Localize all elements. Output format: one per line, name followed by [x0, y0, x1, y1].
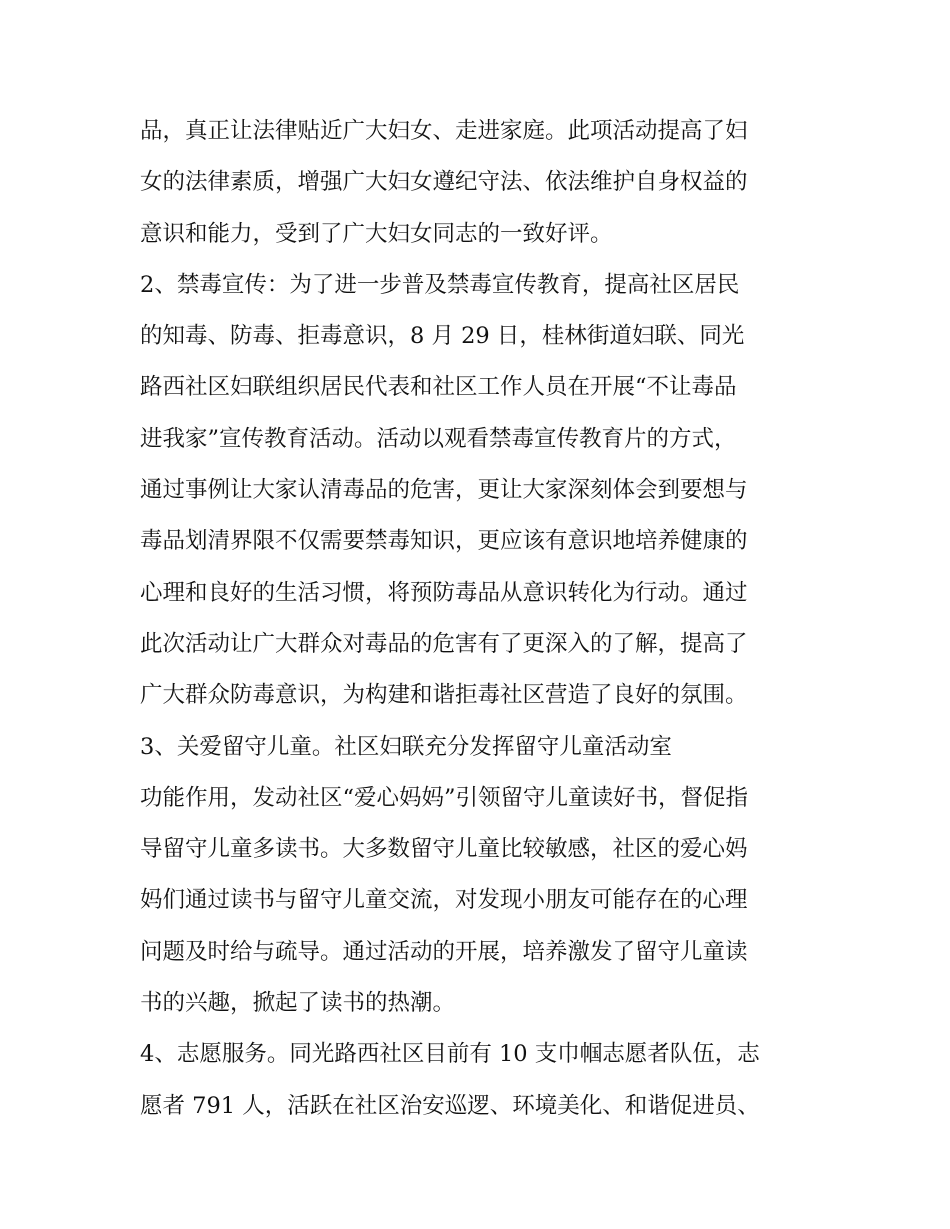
text-line: 书的兴趣，掀起了读书的热潮。 — [140, 990, 456, 1017]
text-line: 毒品划清界限不仅需要禁毒知识，更应该有意识地培养健康的 — [140, 528, 748, 555]
text-line: 的知毒、防毒、拒毒意识，8 月 29 日，桂林街道妇联、同光 — [140, 323, 745, 350]
text-line: 愿者 791 人，活跃在社区治安巡逻、环境美化、和谐促进员、 — [140, 1092, 760, 1119]
text-line: 进我家”宣传教育活动。活动以观看禁毒宣传教育片的方式， — [140, 425, 737, 452]
text-line: 2、禁毒宣传：为了进一步普及禁毒宣传教育，提高社区居民 — [140, 271, 740, 298]
text-line: 意识和能力，受到了广大妇女同志的一致好评。 — [140, 220, 613, 247]
document-body — [140, 106, 820, 1132]
text-line: 导留守儿童多读书。大多数留守儿童比较敏感，社区的爱心妈 — [140, 836, 748, 863]
text-line: 路西社区妇联组织居民代表和社区工作人员在开展“不让毒品 — [140, 374, 737, 401]
text-line: 广大群众防毒意识，为构建和谐拒毒社区营造了良好的氛围。 — [140, 682, 748, 709]
text-line: 心理和良好的生活习惯，将预防毒品从意识转化为行动。通过 — [140, 579, 748, 606]
text-line: 通过事例让大家认清毒品的危害，更让大家深刻体会到要想与 — [140, 477, 748, 504]
text-line: 此次活动让广大群众对毒品的危害有了更深入的了解，提高了 — [140, 630, 748, 657]
text-line: 3、关爱留守儿童。社区妇联充分发挥留守儿童活动室 — [140, 733, 672, 760]
text-line: 问题及时给与疏导。通过活动的开展，培养激发了留守儿童读 — [140, 938, 748, 965]
text-line: 妈们通过读书与留守儿童交流，对发现小朋友可能存在的心理 — [140, 887, 748, 914]
text-line: 功能作用，发动社区“爱心妈妈”引领留守儿童读好书，督促指 — [140, 784, 749, 811]
text-line: 女的法律素质，增强广大妇女遵纪守法、依法维护自身权益的 — [140, 169, 748, 196]
text-line: 品，真正让法律贴近广大妇女、走进家庭。此项活动提高了妇 — [140, 118, 748, 144]
text-line: 4、志愿服务。同光路西社区目前有 10 支巾帼志愿者队伍，志 — [140, 1041, 760, 1068]
